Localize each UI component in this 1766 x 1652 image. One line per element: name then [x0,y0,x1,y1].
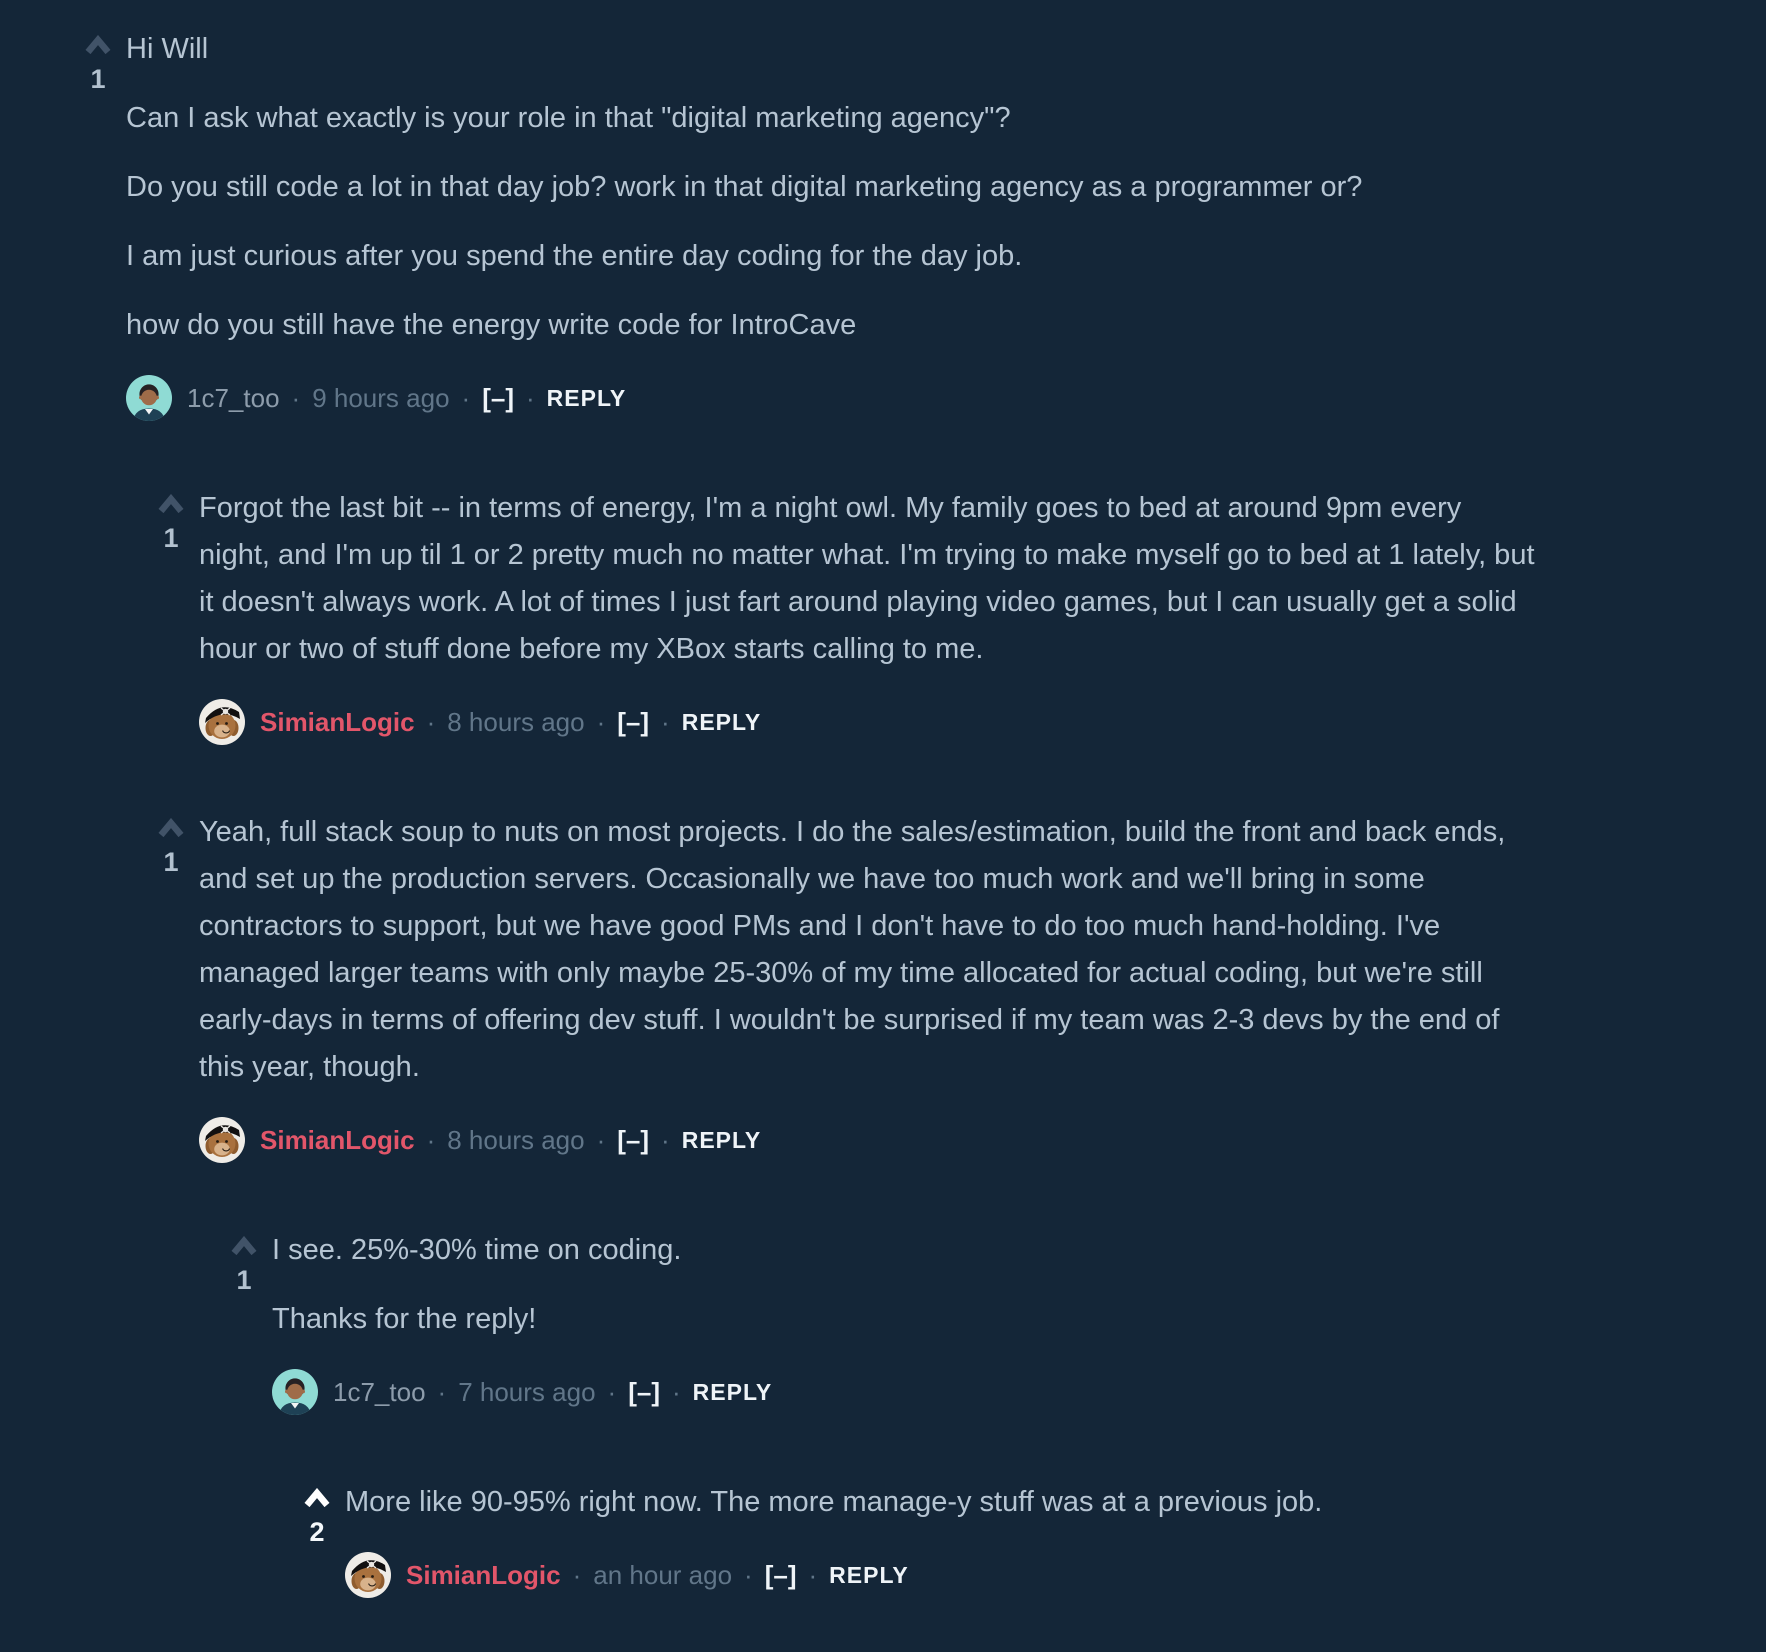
user-avatar[interactable] [272,1369,318,1415]
meta-separator: · [596,706,606,737]
comment-content [272,1227,1538,1415]
comment-paragraph: Do you still code a lot in that day job? work in that digital marketing agency as a programmer or? [126,171,1363,203]
comment-text [272,1227,1538,1343]
meta-separator: · [291,382,301,413]
reply-button[interactable]: REPLY [546,384,627,411]
comment-paragraph: Yeah, full stack soup to nuts on most projects. I do the sales/estimation, build the front and back ends, and set up the production servers. Occasionally we have too much work and we'll bring in some contractors to support, but we have good PMs and I don't have to do too much hand-holding. I've managed larger teams with only maybe 25-30% of my time allocated for actual coding, but we're still early-days in terms of offering dev stuff. I wouldn't be surprised if my team was 2-3 devs by the end of this year, though. [199,816,1506,1083]
meta-separator: · [661,706,670,737]
meta-separator: · [426,1124,436,1155]
comment [216,1227,1538,1415]
comment-meta [126,375,1538,421]
comment-paragraph: Can I ask what exactly is your role in that "digital marketing agency"? [126,102,1011,134]
user-avatar[interactable] [199,699,245,745]
meta-separator: · [461,382,471,413]
user-avatar[interactable] [345,1552,391,1598]
comment-text [345,1479,1538,1526]
upvote-icon[interactable] [157,494,185,514]
comment-text [199,809,1538,1091]
user-avatar[interactable] [199,1117,245,1163]
timestamp-link[interactable]: 9 hours ago [312,382,450,413]
timestamp-link[interactable]: 8 hours ago [447,1124,585,1155]
comment [289,1479,1538,1598]
username-link[interactable]: 1c7_too [187,382,280,413]
upvote-icon[interactable] [303,1488,331,1508]
comment-paragraph: how do you still have the energy write code for IntroCave [126,309,857,341]
username-link[interactable]: 1c7_too [333,1376,426,1407]
upvote-count: 2 [309,1517,325,1547]
timestamp-link[interactable]: 7 hours ago [458,1376,596,1407]
upvote-icon[interactable] [230,1236,258,1256]
vote-column [143,809,199,878]
upvote-icon[interactable] [84,35,112,55]
upvote-icon[interactable] [157,818,185,838]
vote-column [70,26,126,95]
meta-separator: · [607,1376,617,1407]
meta-separator: · [744,1559,753,1590]
meta-separator: · [671,1376,681,1407]
collapse-button[interactable]: [–] [617,706,650,737]
upvote-count: 1 [236,1265,252,1295]
meta-separator: · [808,1559,818,1590]
username-link[interactable]: SimianLogic [260,706,415,737]
comment-paragraph: More like 90-95% right now. The more manage-y stuff was at a previous job. [345,1486,1323,1518]
upvote-count: 1 [163,847,179,877]
comment [143,809,1538,1163]
vote-column [216,1227,272,1296]
comment-content [199,485,1538,745]
meta-separator: · [437,1376,447,1407]
vote-column [143,485,199,554]
comment-paragraph: Thanks for the reply! [272,1303,537,1335]
meta-separator: · [596,1124,606,1155]
collapse-button[interactable]: [–] [617,1124,650,1155]
upvote-count: 1 [163,523,179,553]
timestamp-link[interactable]: 8 hours ago [447,706,585,737]
username-link[interactable]: SimianLogic [406,1559,561,1590]
reply-button[interactable]: REPLY [829,1561,909,1588]
comment-meta [345,1552,1538,1598]
timestamp-link[interactable]: an hour ago [593,1559,733,1590]
comment-meta [272,1369,1538,1415]
comment [70,26,1538,421]
comment-content [199,809,1538,1163]
comment-content [126,26,1538,421]
meta-separator: · [525,382,535,413]
upvote-count: 1 [90,64,106,94]
collapse-button[interactable]: [–] [764,1559,797,1590]
user-avatar[interactable] [126,375,172,421]
comment-meta [199,1117,1538,1163]
collapse-button[interactable]: [–] [628,1376,660,1407]
comment-meta [199,699,1538,745]
comment-paragraph: I am just curious after you spend the entire day coding for the day job. [126,240,1023,272]
username-link[interactable]: SimianLogic [260,1124,415,1155]
comment-text [126,26,1538,349]
comment-content [345,1479,1538,1598]
comment-paragraph: I see. 25%-30% time on coding. [272,1234,682,1266]
reply-button[interactable]: REPLY [692,1378,773,1405]
meta-separator: · [661,1124,670,1155]
meta-separator: · [426,706,436,737]
collapse-button[interactable]: [–] [482,382,514,413]
comment [143,485,1538,745]
vote-column [289,1479,345,1548]
comment-text [199,485,1538,673]
reply-button[interactable]: REPLY [681,1126,762,1153]
comment-paragraph: Hi Will [126,33,209,65]
reply-button[interactable]: REPLY [681,708,762,735]
meta-separator: · [572,1559,582,1590]
comment-paragraph: Forgot the last bit -- in terms of energy, I'm a night owl. My family goes to bed at around 9pm every night, and I'm up til 1 or 2 pretty much no matter what. I'm trying to make myself go to bed at 1 lately, but it doesn't always work. A lot of times I just fart around playing video games, but I can usually get a solid hour or two of stuff done before my XBox starts calling to me. [199,492,1535,665]
